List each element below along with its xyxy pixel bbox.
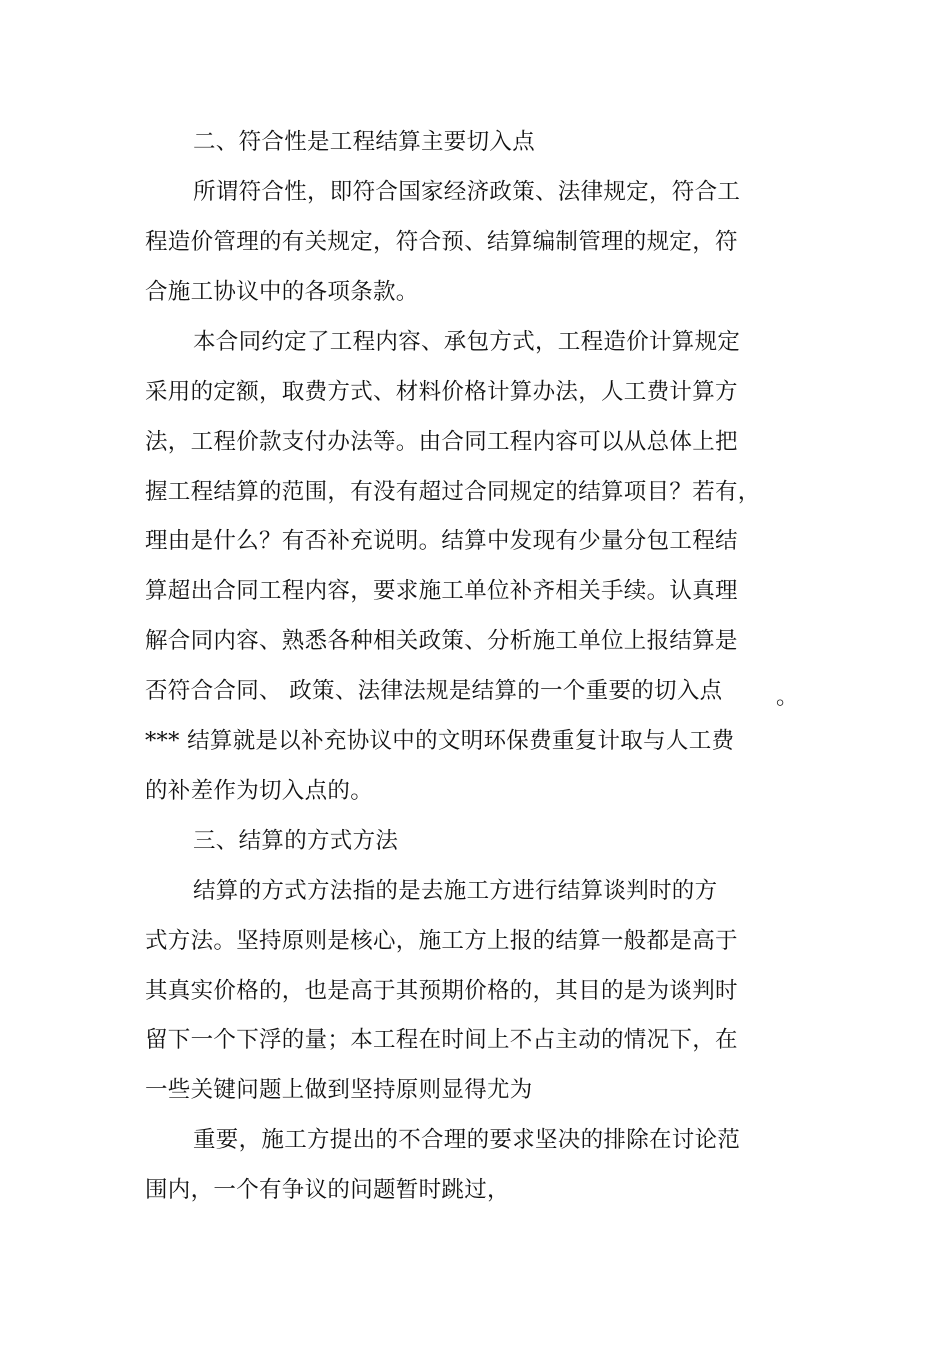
paragraph-line: 所谓符合性，即符合国家经济政策、法律规定，符合工 [193,179,741,205]
paragraph-line: 重要，施工方提出的不合理的要求坚决的排除在讨论范 [193,1127,741,1153]
paragraph-line: 握工程结算的范围，有没有超过合同规定的结算项目？若有， [145,479,761,505]
paragraph-line: 程造价管理的有关规定，符合预、结算编制管理的规定，符 [145,229,738,255]
paragraph-line: 否符合合同、 政策、法律法规是结算的一个重要的切入点 [145,678,723,704]
paragraph-line: 采用的定额，取费方式、材料价格计算办法，人工费计算方 [145,379,738,405]
paragraph-line: 本合同约定了工程内容、承包方式，工程造价计算规定 [193,329,741,355]
paragraph-line: 的补差作为切入点的。 [145,778,374,804]
paragraph-line: 其真实价格的，也是高于其预期价格的，其目的是为谈判时 [145,978,738,1004]
paragraph-line: 式方法。坚持原则是核心，施工方上报的结算一般都是高于 [145,928,738,954]
paragraph-line: 合施工协议中的各项条款。 [145,279,419,305]
section-heading-methods: 三、结算的方式方法 [193,828,399,854]
paragraph-line: *** 结算就是以补充协议中的文明环保费重复计取与人工费 [145,728,735,754]
section-heading-conformity: 二、符合性是工程结算主要切入点 [193,129,536,155]
paragraph-line: 留下一个下浮的量；本工程在时间上不占主动的情况下，在 [145,1027,738,1053]
paragraph-line: 法，工程价款支付办法等。由合同工程内容可以从总体上把 [145,429,738,455]
trailing-period-mark: 。 [776,684,799,710]
paragraph-line: 围内，一个有争议的问题暂时跳过， [145,1177,510,1203]
paragraph-line: 算超出合同工程内容，要求施工单位补齐相关手续。认真理 [145,578,738,604]
paragraph-line: 解合同内容、熟悉各种相关政策、分析施工单位上报结算是 [145,628,738,654]
paragraph-line: 一些关键问题上做到坚持原则显得尤为 [145,1077,533,1103]
paragraph-line: 结算的方式方法指的是去施工方进行结算谈判时的方 [193,878,718,904]
paragraph-line: 理由是什么？有否补充说明。结算中发现有少量分包工程结 [145,528,738,554]
